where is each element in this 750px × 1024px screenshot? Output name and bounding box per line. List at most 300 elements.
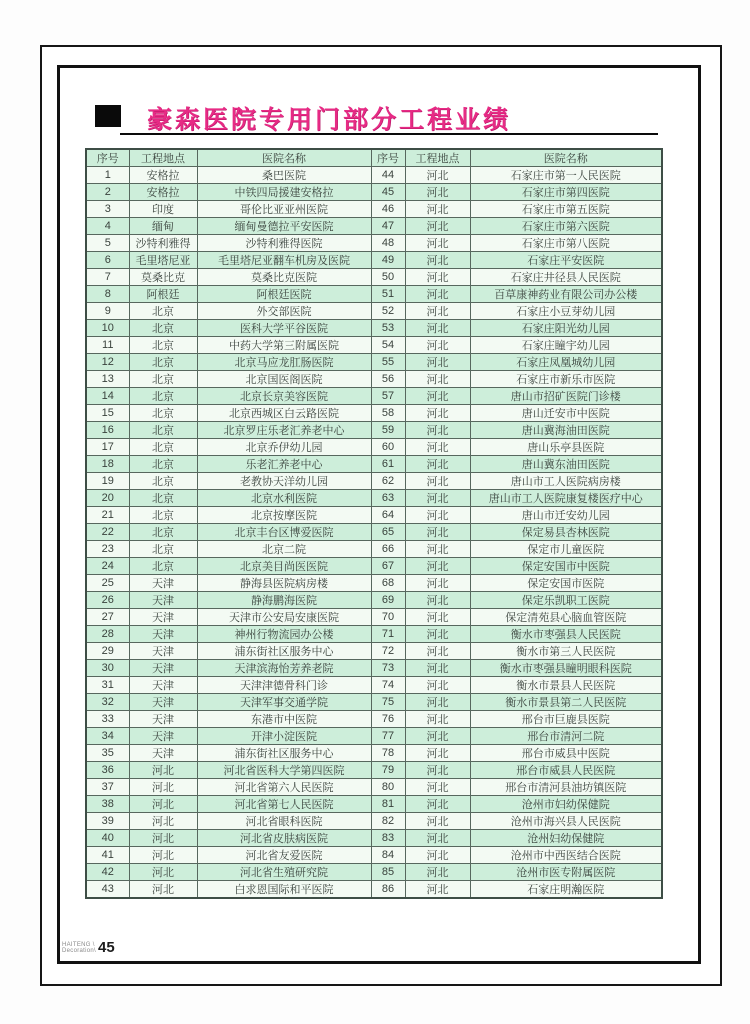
table-row xyxy=(86,201,662,218)
hospital-name-cell: 衡水市景县人民医院 xyxy=(470,677,662,694)
serial-cell: 58 xyxy=(371,405,405,422)
location-cell: 河北 xyxy=(405,643,470,660)
location-cell: 天津 xyxy=(129,609,197,626)
location-cell: 河北 xyxy=(405,796,470,813)
serial-cell: 47 xyxy=(371,218,405,235)
location-cell: 河北 xyxy=(405,371,470,388)
location-cell: 河北 xyxy=(405,167,470,184)
location-cell: 天津 xyxy=(129,728,197,745)
serial-cell: 12 xyxy=(86,354,129,371)
table-row xyxy=(86,269,662,286)
serial-cell: 19 xyxy=(86,473,129,490)
page-title: 豪森医院专用门部分工程业绩 xyxy=(147,106,512,134)
brand-line-1: HAITENG \ xyxy=(62,942,95,948)
hospital-name-cell: 邢台市威县人民医院 xyxy=(470,762,662,779)
hospital-name-cell: 浦东街社区服务中心 xyxy=(197,745,371,762)
serial-cell: 65 xyxy=(371,524,405,541)
table-row xyxy=(86,456,662,473)
serial-cell: 40 xyxy=(86,830,129,847)
hospital-name-cell: 唐山冀东油田医院 xyxy=(470,456,662,473)
serial-cell: 46 xyxy=(371,201,405,218)
hospital-name-cell: 中药大学第三附属医院 xyxy=(197,337,371,354)
location-cell: 河北 xyxy=(405,201,470,218)
table-row xyxy=(86,422,662,439)
hospital-name-cell: 北京长京美容医院 xyxy=(197,388,371,405)
location-cell: 河北 xyxy=(405,218,470,235)
hospital-name-cell: 唐山乐亭县医院 xyxy=(470,439,662,456)
serial-cell: 44 xyxy=(371,167,405,184)
location-cell: 河北 xyxy=(405,677,470,694)
table-row xyxy=(86,830,662,847)
table-row xyxy=(86,609,662,626)
location-cell: 河北 xyxy=(405,813,470,830)
location-cell: 河北 xyxy=(405,473,470,490)
table-row xyxy=(86,711,662,728)
page-number: 45 xyxy=(97,939,115,956)
location-cell: 缅甸 xyxy=(129,218,197,235)
serial-cell: 34 xyxy=(86,728,129,745)
location-cell: 河北 xyxy=(405,660,470,677)
hospital-name-cell: 北京丰台区博爱医院 xyxy=(197,524,371,541)
serial-cell: 61 xyxy=(371,456,405,473)
hospital-name-cell: 静海县医院病房楼 xyxy=(197,575,371,592)
location-cell: 北京 xyxy=(129,320,197,337)
hospital-name-cell: 石家庄阳光幼儿园 xyxy=(470,320,662,337)
table-row xyxy=(86,813,662,830)
table-body xyxy=(86,167,662,899)
location-cell: 河北 xyxy=(405,405,470,422)
location-cell: 天津 xyxy=(129,677,197,694)
location-cell: 河北 xyxy=(405,269,470,286)
location-cell: 安格拉 xyxy=(129,184,197,201)
location-cell: 天津 xyxy=(129,694,197,711)
location-cell: 河北 xyxy=(405,762,470,779)
hospital-name-cell: 衡水市景县第二人民医院 xyxy=(470,694,662,711)
hospital-name-cell: 百草康神药业有限公司办公楼 xyxy=(470,286,662,303)
hospital-name-cell: 北京按摩医院 xyxy=(197,507,371,524)
hospital-name-cell: 石家庄明瀚医院 xyxy=(470,881,662,899)
location-cell: 河北 xyxy=(129,762,197,779)
table-row xyxy=(86,575,662,592)
location-cell: 河北 xyxy=(405,626,470,643)
column-header: 序号 xyxy=(371,149,405,167)
hospital-name-cell: 神州行物流园办公楼 xyxy=(197,626,371,643)
hospital-name-cell: 保定清苑县心脑血管医院 xyxy=(470,609,662,626)
location-cell: 安格拉 xyxy=(129,167,197,184)
serial-cell: 27 xyxy=(86,609,129,626)
serial-cell: 68 xyxy=(371,575,405,592)
location-cell: 河北 xyxy=(405,439,470,456)
location-cell: 北京 xyxy=(129,541,197,558)
hospital-name-cell: 桑巴医院 xyxy=(197,167,371,184)
serial-cell: 10 xyxy=(86,320,129,337)
table-row xyxy=(86,184,662,201)
serial-cell: 82 xyxy=(371,813,405,830)
location-cell: 北京 xyxy=(129,337,197,354)
location-cell: 河北 xyxy=(129,881,197,899)
serial-cell: 14 xyxy=(86,388,129,405)
location-cell: 北京 xyxy=(129,405,197,422)
hospital-name-cell: 河北省生殖研究院 xyxy=(197,864,371,881)
hospital-name-cell: 莫桑比克医院 xyxy=(197,269,371,286)
serial-cell: 24 xyxy=(86,558,129,575)
table-row xyxy=(86,864,662,881)
serial-cell: 15 xyxy=(86,405,129,422)
serial-cell: 59 xyxy=(371,422,405,439)
hospital-name-cell: 北京西城区白云路医院 xyxy=(197,405,371,422)
serial-cell: 66 xyxy=(371,541,405,558)
hospital-name-cell: 保定安国市医院 xyxy=(470,575,662,592)
hospital-name-cell: 石家庄小豆芽幼儿园 xyxy=(470,303,662,320)
location-cell: 河北 xyxy=(405,235,470,252)
table-row xyxy=(86,762,662,779)
hospital-name-cell: 衡水市枣强县瞳明眼科医院 xyxy=(470,660,662,677)
table-row xyxy=(86,388,662,405)
serial-cell: 76 xyxy=(371,711,405,728)
serial-cell: 75 xyxy=(371,694,405,711)
serial-cell: 21 xyxy=(86,507,129,524)
hospital-name-cell: 石家庄平安医院 xyxy=(470,252,662,269)
hospital-name-cell: 保定易县杏林医院 xyxy=(470,524,662,541)
hospital-name-cell: 石家庄市第六医院 xyxy=(470,218,662,235)
column-header: 医院名称 xyxy=(197,149,371,167)
serial-cell: 79 xyxy=(371,762,405,779)
serial-cell: 13 xyxy=(86,371,129,388)
location-cell: 河北 xyxy=(405,575,470,592)
serial-cell: 62 xyxy=(371,473,405,490)
title-row xyxy=(95,100,658,134)
serial-cell: 60 xyxy=(371,439,405,456)
serial-cell: 54 xyxy=(371,337,405,354)
serial-cell: 84 xyxy=(371,847,405,864)
hospital-name-cell: 石家庄市第一人民医院 xyxy=(470,167,662,184)
table-row xyxy=(86,524,662,541)
table-row xyxy=(86,592,662,609)
serial-cell: 50 xyxy=(371,269,405,286)
location-cell: 河北 xyxy=(405,337,470,354)
hospital-name-cell: 沧州市中西医结合医院 xyxy=(470,847,662,864)
location-cell: 河北 xyxy=(405,711,470,728)
location-cell: 河北 xyxy=(405,694,470,711)
hospital-name-cell: 北京乔伊幼儿园 xyxy=(197,439,371,456)
serial-cell: 11 xyxy=(86,337,129,354)
hospital-name-cell: 唐山市迁安幼儿园 xyxy=(470,507,662,524)
title-bullet-square-icon xyxy=(95,105,121,127)
hospital-name-cell: 石家庄市第五医院 xyxy=(470,201,662,218)
table-row xyxy=(86,779,662,796)
footer xyxy=(62,941,115,954)
hospital-name-cell: 保定市儿童医院 xyxy=(470,541,662,558)
serial-cell: 83 xyxy=(371,830,405,847)
table-row xyxy=(86,881,662,899)
location-cell: 北京 xyxy=(129,422,197,439)
location-cell: 北京 xyxy=(129,507,197,524)
table-row xyxy=(86,252,662,269)
serial-cell: 57 xyxy=(371,388,405,405)
hospital-name-cell: 医科大学平谷医院 xyxy=(197,320,371,337)
serial-cell: 39 xyxy=(86,813,129,830)
location-cell: 河北 xyxy=(405,252,470,269)
hospital-name-cell: 天津津德骨科门诊 xyxy=(197,677,371,694)
location-cell: 天津 xyxy=(129,626,197,643)
hospital-name-cell: 衡水市枣强县人民医院 xyxy=(470,626,662,643)
location-cell: 北京 xyxy=(129,388,197,405)
location-cell: 沙特利雅得 xyxy=(129,235,197,252)
location-cell: 河北 xyxy=(405,881,470,899)
location-cell: 河北 xyxy=(405,354,470,371)
hospital-name-cell: 天津军事交通学院 xyxy=(197,694,371,711)
serial-cell: 22 xyxy=(86,524,129,541)
location-cell: 北京 xyxy=(129,456,197,473)
hospital-name-cell: 河北省第六人民医院 xyxy=(197,779,371,796)
table-row xyxy=(86,439,662,456)
hospital-name-cell: 石家庄瞳宇幼儿园 xyxy=(470,337,662,354)
serial-cell: 16 xyxy=(86,422,129,439)
serial-cell: 51 xyxy=(371,286,405,303)
hospital-name-cell: 河北省眼科医院 xyxy=(197,813,371,830)
location-cell: 河北 xyxy=(129,864,197,881)
table-header xyxy=(86,149,662,167)
serial-cell: 53 xyxy=(371,320,405,337)
hospital-name-cell: 乐老汇养老中心 xyxy=(197,456,371,473)
location-cell: 北京 xyxy=(129,473,197,490)
table-row xyxy=(86,728,662,745)
location-cell: 莫桑比克 xyxy=(129,269,197,286)
location-cell: 天津 xyxy=(129,660,197,677)
serial-cell: 29 xyxy=(86,643,129,660)
serial-cell: 33 xyxy=(86,711,129,728)
hospital-name-cell: 保定乐凯职工医院 xyxy=(470,592,662,609)
location-cell: 河北 xyxy=(405,524,470,541)
hospital-name-cell: 石家庄市第四医院 xyxy=(470,184,662,201)
table-row xyxy=(86,337,662,354)
table-row xyxy=(86,218,662,235)
hospital-name-cell: 沧州市妇幼保健院 xyxy=(470,796,662,813)
table-row xyxy=(86,694,662,711)
location-cell: 北京 xyxy=(129,439,197,456)
serial-cell: 38 xyxy=(86,796,129,813)
serial-cell: 77 xyxy=(371,728,405,745)
hospital-name-cell: 北京二院 xyxy=(197,541,371,558)
hospital-name-cell: 中铁四局援建安格拉 xyxy=(197,184,371,201)
location-cell: 河北 xyxy=(405,609,470,626)
location-cell: 河北 xyxy=(129,813,197,830)
serial-cell: 36 xyxy=(86,762,129,779)
table-row xyxy=(86,320,662,337)
hospital-name-cell: 白求恩国际和平医院 xyxy=(197,881,371,899)
location-cell: 河北 xyxy=(405,728,470,745)
table-row xyxy=(86,626,662,643)
location-cell: 天津 xyxy=(129,575,197,592)
serial-cell: 32 xyxy=(86,694,129,711)
location-cell: 阿根廷 xyxy=(129,286,197,303)
hospital-name-cell: 河北省医科大学第四医院 xyxy=(197,762,371,779)
location-cell: 河北 xyxy=(129,796,197,813)
hospital-name-cell: 东港市中医院 xyxy=(197,711,371,728)
hospital-name-cell: 沧州市医专附属医院 xyxy=(470,864,662,881)
location-cell: 河北 xyxy=(405,490,470,507)
location-cell: 河北 xyxy=(129,830,197,847)
table-row xyxy=(86,660,662,677)
column-header: 工程地点 xyxy=(405,149,470,167)
table-row xyxy=(86,303,662,320)
serial-cell: 45 xyxy=(371,184,405,201)
serial-cell: 42 xyxy=(86,864,129,881)
table-row xyxy=(86,541,662,558)
serial-cell: 5 xyxy=(86,235,129,252)
location-cell: 河北 xyxy=(405,847,470,864)
hospital-name-cell: 外交部医院 xyxy=(197,303,371,320)
location-cell: 毛里塔尼亚 xyxy=(129,252,197,269)
serial-cell: 64 xyxy=(371,507,405,524)
column-header: 医院名称 xyxy=(470,149,662,167)
table-row xyxy=(86,405,662,422)
location-cell: 印度 xyxy=(129,201,197,218)
location-cell: 天津 xyxy=(129,592,197,609)
hospital-name-cell: 河北省友爱医院 xyxy=(197,847,371,864)
location-cell: 天津 xyxy=(129,643,197,660)
serial-cell: 23 xyxy=(86,541,129,558)
serial-cell: 48 xyxy=(371,235,405,252)
serial-cell: 17 xyxy=(86,439,129,456)
brand-logo-text xyxy=(62,942,96,954)
header-row xyxy=(86,149,662,167)
serial-cell: 3 xyxy=(86,201,129,218)
hospital-name-cell: 唐山迁安市中医院 xyxy=(470,405,662,422)
hospital-name-cell: 石家庄市第八医院 xyxy=(470,235,662,252)
serial-cell: 7 xyxy=(86,269,129,286)
hospital-name-cell: 老教协天洋幼儿园 xyxy=(197,473,371,490)
hospital-name-cell: 衡水市第三人民医院 xyxy=(470,643,662,660)
serial-cell: 52 xyxy=(371,303,405,320)
serial-cell: 6 xyxy=(86,252,129,269)
project-performance-table xyxy=(85,148,663,899)
hospital-name-cell: 沙特利雅得医院 xyxy=(197,235,371,252)
location-cell: 河北 xyxy=(405,456,470,473)
serial-cell: 35 xyxy=(86,745,129,762)
hospital-name-cell: 沧州市海兴县人民医院 xyxy=(470,813,662,830)
table-row xyxy=(86,490,662,507)
location-cell: 河北 xyxy=(405,864,470,881)
hospital-name-cell: 北京美目尚医医院 xyxy=(197,558,371,575)
serial-cell: 81 xyxy=(371,796,405,813)
serial-cell: 56 xyxy=(371,371,405,388)
serial-cell: 9 xyxy=(86,303,129,320)
serial-cell: 43 xyxy=(86,881,129,899)
hospital-name-cell: 哥伦比亚亚州医院 xyxy=(197,201,371,218)
serial-cell: 72 xyxy=(371,643,405,660)
serial-cell: 71 xyxy=(371,626,405,643)
location-cell: 天津 xyxy=(129,745,197,762)
hospital-name-cell: 沧州妇幼保健院 xyxy=(470,830,662,847)
serial-cell: 8 xyxy=(86,286,129,303)
table-row xyxy=(86,235,662,252)
hospital-name-cell: 阿根廷医院 xyxy=(197,286,371,303)
hospital-name-cell: 唐山市工人医院康复楼医疗中心 xyxy=(470,490,662,507)
location-cell: 河北 xyxy=(405,320,470,337)
hospital-name-cell: 河北省第七人民医院 xyxy=(197,796,371,813)
table-row xyxy=(86,643,662,660)
location-cell: 北京 xyxy=(129,490,197,507)
serial-cell: 85 xyxy=(371,864,405,881)
serial-cell: 25 xyxy=(86,575,129,592)
serial-cell: 86 xyxy=(371,881,405,899)
serial-cell: 26 xyxy=(86,592,129,609)
serial-cell: 30 xyxy=(86,660,129,677)
table-row xyxy=(86,847,662,864)
column-header: 序号 xyxy=(86,149,129,167)
serial-cell: 49 xyxy=(371,252,405,269)
serial-cell: 41 xyxy=(86,847,129,864)
location-cell: 河北 xyxy=(405,745,470,762)
location-cell: 河北 xyxy=(405,507,470,524)
table-row xyxy=(86,473,662,490)
location-cell: 北京 xyxy=(129,354,197,371)
hospital-name-cell: 唐山市招矿医院门诊楼 xyxy=(470,388,662,405)
hospital-name-cell: 北京马应龙肛肠医院 xyxy=(197,354,371,371)
serial-cell: 69 xyxy=(371,592,405,609)
hospital-name-cell: 缅甸曼德拉平安医院 xyxy=(197,218,371,235)
location-cell: 河北 xyxy=(405,388,470,405)
location-cell: 北京 xyxy=(129,371,197,388)
hospital-name-cell: 静海鹏海医院 xyxy=(197,592,371,609)
location-cell: 河北 xyxy=(405,830,470,847)
serial-cell: 18 xyxy=(86,456,129,473)
location-cell: 北京 xyxy=(129,558,197,575)
serial-cell: 1 xyxy=(86,167,129,184)
hospital-name-cell: 浦东街社区服务中心 xyxy=(197,643,371,660)
table-row xyxy=(86,558,662,575)
table-row xyxy=(86,796,662,813)
location-cell: 河北 xyxy=(129,779,197,796)
table-row xyxy=(86,354,662,371)
table-row xyxy=(86,745,662,762)
location-cell: 河北 xyxy=(405,779,470,796)
serial-cell: 67 xyxy=(371,558,405,575)
serial-cell: 2 xyxy=(86,184,129,201)
location-cell: 天津 xyxy=(129,711,197,728)
serial-cell: 31 xyxy=(86,677,129,694)
serial-cell: 70 xyxy=(371,609,405,626)
hospital-name-cell: 北京罗庄乐老汇养老中心 xyxy=(197,422,371,439)
table-row xyxy=(86,507,662,524)
table-row xyxy=(86,286,662,303)
hospital-name-cell: 石家庄井径县人民医院 xyxy=(470,269,662,286)
hospital-name-cell: 北京水利医院 xyxy=(197,490,371,507)
location-cell: 河北 xyxy=(405,592,470,609)
serial-cell: 37 xyxy=(86,779,129,796)
location-cell: 河北 xyxy=(129,847,197,864)
location-cell: 河北 xyxy=(405,184,470,201)
hospital-name-cell: 石家庄市新乐市医院 xyxy=(470,371,662,388)
hospital-name-cell: 唐山冀海油田医院 xyxy=(470,422,662,439)
location-cell: 北京 xyxy=(129,524,197,541)
column-header: 工程地点 xyxy=(129,149,197,167)
hospital-name-cell: 天津市公安局安康医院 xyxy=(197,609,371,626)
hospital-name-cell: 邢台市巨鹿县医院 xyxy=(470,711,662,728)
serial-cell: 28 xyxy=(86,626,129,643)
table-row xyxy=(86,371,662,388)
serial-cell: 74 xyxy=(371,677,405,694)
serial-cell: 4 xyxy=(86,218,129,235)
brand-line-2: Decoration\ xyxy=(62,948,96,954)
hospital-name-cell: 唐山市工人医院病房楼 xyxy=(470,473,662,490)
serial-cell: 73 xyxy=(371,660,405,677)
serial-cell: 20 xyxy=(86,490,129,507)
title-underline xyxy=(120,133,658,135)
serial-cell: 78 xyxy=(371,745,405,762)
location-cell: 河北 xyxy=(405,541,470,558)
